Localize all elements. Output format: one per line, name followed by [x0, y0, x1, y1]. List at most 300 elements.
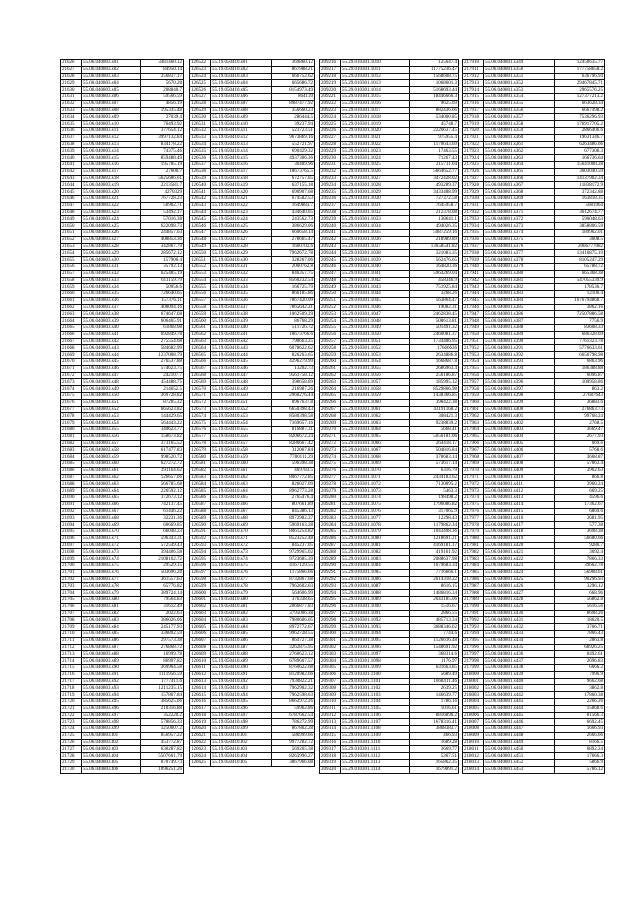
account-code-cell: 55.19.050410.s03	[211, 73, 272, 80]
ledger-row	[320, 359, 459, 366]
amount-cell: 2614318.22	[410, 576, 459, 583]
row-id-cell: 126597	[190, 569, 211, 576]
row-id-cell: 209231	[320, 161, 341, 168]
row-id-cell: 217967	[463, 447, 484, 454]
row-id-cell: 21724	[61, 726, 82, 733]
account-code-cell: 55.06.040801.s445	[484, 712, 555, 719]
amount-cell: 244857.63	[141, 229, 184, 236]
row-id-cell: 21664	[61, 318, 82, 325]
account-code-cell: 55.06.040803.s98	[82, 719, 141, 726]
ledger-row	[61, 236, 184, 243]
row-id-cell: 209300	[320, 630, 341, 637]
amount-cell: 2677.93	[555, 433, 605, 440]
ledger-row	[320, 427, 459, 434]
row-id-cell: 126577	[190, 433, 211, 440]
amount-cell: 2863.8	[555, 637, 605, 644]
amount-cell: 5056181.06	[410, 433, 459, 440]
amount-cell: 4856.19	[141, 100, 184, 107]
row-id-cell: 217933	[463, 216, 484, 223]
amount-cell: 7866.43	[555, 630, 605, 637]
ledger-row	[463, 114, 605, 121]
account-code-cell: 55.06.040803.s23	[82, 209, 141, 216]
amount-cell: 389724.14	[141, 590, 184, 597]
account-code-cell: 55.06.040801.s409	[484, 467, 555, 474]
amount-cell: 845386.13	[272, 508, 315, 515]
account-code-cell: 55.19.050410.s64	[211, 488, 272, 495]
amount-cell: 7780111.29	[272, 454, 315, 461]
amount-cell: 7980606.05	[272, 617, 315, 624]
account-code-cell: 55.19.050410.s59	[211, 454, 272, 461]
account-code-cell: 55.19.050410.s01	[211, 60, 272, 67]
ledger-row	[320, 454, 459, 461]
amount-cell: 6892.24	[555, 746, 605, 753]
row-id-cell: 126540	[190, 182, 211, 189]
ledger-row	[61, 420, 184, 427]
row-id-cell: 217942	[463, 277, 484, 284]
amount-cell: 3481460.12	[141, 60, 184, 67]
ledger-row	[320, 739, 459, 746]
row-id-cell: 126529	[190, 107, 211, 114]
ledger-row	[61, 148, 184, 155]
account-code-cell: 55.29.010301.1107	[341, 719, 410, 726]
amount-cell: 87205.32	[141, 399, 184, 406]
row-id-cell: 209298	[320, 617, 341, 624]
row-id-cell: 21635	[61, 121, 82, 128]
account-code-cell: 55.29.010301.1083	[341, 556, 410, 563]
row-id-cell: 126581	[190, 461, 211, 468]
amount-cell: 3962.63	[555, 467, 605, 474]
amount-cell: 285672.12	[141, 250, 184, 257]
row-id-cell: 209280	[320, 495, 341, 502]
row-id-cell: 21632	[61, 100, 82, 107]
ledger-row	[61, 318, 184, 325]
row-id-cell: 217931	[463, 202, 484, 209]
account-code-cell: 55.06.040803.s16	[82, 161, 141, 168]
account-code-cell: 55.06.040803.s05	[82, 87, 141, 94]
amount-cell: 36883.6	[555, 399, 605, 406]
account-code-cell: 55.06.040803.s34	[82, 284, 141, 291]
account-code-cell: 55.06.040803.s77	[82, 576, 141, 583]
amount-cell: 1211235.15	[141, 685, 184, 692]
account-code-cell: 55.19.050410.s48	[211, 379, 272, 386]
ledger-row	[320, 732, 459, 739]
row-id-cell: 209284	[320, 522, 341, 529]
account-code-cell: 55.06.040801.s425	[484, 576, 555, 583]
ledger-row	[320, 229, 459, 236]
amount-cell: 469783.5	[272, 467, 315, 474]
ledger-row	[190, 107, 315, 114]
ledger-row	[61, 60, 184, 67]
account-code-cell: 55.29.010301.1089	[341, 596, 410, 603]
row-id-cell: 126618	[190, 712, 211, 719]
amount-cell: 336892.59	[141, 630, 184, 637]
amount-cell: 1068601.3	[410, 80, 459, 87]
account-code-cell: 55.19.050410.s68	[211, 515, 272, 522]
amount-cell: 1111956.59	[141, 671, 184, 678]
ledger-row	[463, 386, 605, 393]
row-id-cell: 209296	[320, 603, 341, 610]
row-id-cell: 126585	[190, 488, 211, 495]
row-id-cell: 209233	[320, 175, 341, 182]
ledger-row	[61, 338, 184, 345]
row-id-cell: 209283	[320, 515, 341, 522]
row-id-cell: 209242	[320, 236, 341, 243]
amount-cell: 71267.43	[410, 155, 459, 162]
ledger-row	[190, 535, 315, 542]
account-code-cell: 55.19.050410.s45	[211, 359, 272, 366]
account-code-cell: 55.29.010301.1088	[341, 590, 410, 597]
amount-cell: 53492.17	[141, 209, 184, 216]
account-code-cell: 55.06.040803.s09	[82, 114, 141, 121]
row-id-cell: 209318	[320, 753, 341, 760]
row-id-cell: 209257	[320, 338, 341, 345]
row-id-cell: 217941	[463, 270, 484, 277]
account-code-cell: 55.19.050410.s44	[211, 352, 272, 359]
amount-cell: 57863.4	[555, 461, 605, 468]
amount-cell: 35792.13	[141, 263, 184, 270]
account-code-cell: 55.19.050410.s34	[211, 284, 272, 291]
ledger-row	[61, 284, 184, 291]
row-id-cell: 209229	[320, 148, 341, 155]
account-code-cell: 55.29.010301.1036	[341, 236, 410, 243]
amount-cell: 1668687.8	[410, 359, 459, 366]
account-code-cell: 55.19.050410.s90	[211, 664, 272, 671]
amount-cell: 242107.7	[141, 372, 184, 379]
amount-cell: 2108162.72	[141, 556, 184, 563]
amount-cell: 1175866.66	[272, 569, 315, 576]
row-id-cell: 126544	[190, 209, 211, 216]
amount-cell: 2060762.8	[272, 263, 315, 270]
row-id-cell: 209316	[320, 739, 341, 746]
row-id-cell: 217948	[463, 318, 484, 325]
ledger-row	[463, 175, 605, 182]
account-code-cell: 55.06.040803.s94	[82, 692, 141, 699]
ledger-row	[463, 501, 605, 508]
ledger-row	[61, 556, 184, 563]
amount-cell: 166736.64	[555, 155, 605, 162]
account-code-cell: 55.19.050410.s86	[211, 637, 272, 644]
ledger-row	[61, 637, 184, 644]
amount-cell: 5668.41	[410, 427, 459, 434]
amount-cell: 3766.71	[555, 624, 605, 631]
account-code-cell: 55.06.040801.s360	[484, 134, 555, 141]
account-code-cell: 55.06.040801.s417	[484, 522, 555, 529]
amount-cell: 9563758.12	[272, 372, 315, 379]
account-code-cell: 55.06.040803.s57	[82, 440, 141, 447]
account-code-cell: 55.06.040801.s383	[484, 291, 555, 298]
account-code-cell: 55.19.050410.s89	[211, 658, 272, 665]
amount-cell: 466.93	[410, 732, 459, 739]
amount-cell: 79564.83	[141, 596, 184, 603]
account-code-cell: 55.06.040803.s46	[82, 365, 141, 372]
ledger-row	[61, 719, 184, 726]
row-id-cell: 126554	[190, 277, 211, 284]
row-id-cell: 217980	[463, 535, 484, 542]
row-id-cell: 209306	[320, 671, 341, 678]
amount-cell: 845237.05	[272, 542, 315, 549]
amount-cell: 4296279.99	[272, 359, 315, 366]
account-code-cell: 55.06.040801.s421	[484, 549, 555, 556]
account-code-cell: 55.19.050410.s79	[211, 590, 272, 597]
amount-cell: 385625.66	[141, 698, 184, 705]
ledger-row	[463, 617, 605, 624]
account-code-cell: 55.29.010301.1091	[341, 610, 410, 617]
amount-cell: 1668411.46	[410, 678, 459, 685]
ledger-row	[190, 189, 315, 196]
account-code-cell: 55.06.040803.s02	[82, 66, 141, 73]
row-id-cell: 209268	[320, 413, 341, 420]
ledger-row	[463, 393, 605, 400]
ledger-row	[463, 250, 605, 257]
ledger-row	[320, 175, 459, 182]
ledger-row	[190, 515, 315, 522]
account-code-cell: 55.06.040803.s81	[82, 603, 141, 610]
ledger-row	[61, 345, 184, 352]
account-code-cell: 55.19.050410.s19	[211, 182, 272, 189]
amount-cell: 566785.68	[141, 481, 184, 488]
account-code-cell: 55.29.010301.1012	[341, 73, 410, 80]
ledger-row	[61, 311, 184, 318]
account-code-cell: 55.19.050410.s25	[211, 223, 272, 230]
row-id-cell: 126604	[190, 617, 211, 624]
ledger-row	[61, 542, 184, 549]
account-code-cell: 55.29.010301.1024	[341, 155, 410, 162]
account-code-cell: 55.06.040801.s401	[484, 413, 555, 420]
amount-cell: 1062509.29	[272, 311, 315, 318]
amount-cell: 17860.38	[555, 692, 605, 699]
row-id-cell: 209288	[320, 549, 341, 556]
row-id-cell: 126550	[190, 250, 211, 257]
amount-cell: 686328.69	[555, 331, 605, 338]
amount-cell: 99768.24	[555, 413, 605, 420]
row-id-cell: 209216	[320, 60, 341, 67]
row-id-cell: 218012	[463, 753, 484, 760]
ledger-row	[463, 297, 605, 304]
row-id-cell: 21658	[61, 277, 82, 284]
row-id-cell: 21701	[61, 569, 82, 576]
account-code-cell: 55.06.040801.s418	[484, 528, 555, 535]
row-id-cell: 209295	[320, 596, 341, 603]
row-id-cell: 217915	[463, 93, 484, 100]
ledger-row	[463, 331, 605, 338]
ledger-row	[463, 195, 605, 202]
amount-cell: 369964.58	[141, 664, 184, 671]
amount-cell: 454488.75	[141, 379, 184, 386]
row-id-cell: 209232	[320, 168, 341, 175]
ledger-row	[190, 671, 315, 678]
row-id-cell: 21641	[61, 161, 82, 168]
row-id-cell: 209234	[320, 182, 341, 189]
account-code-cell: 55.06.040803.s13	[82, 141, 141, 148]
ledger-row	[190, 195, 315, 202]
row-id-cell: 126620	[190, 726, 211, 733]
amount-cell: 29529.15	[141, 562, 184, 569]
account-code-cell: 55.29.010301.1075	[341, 501, 410, 508]
row-id-cell: 126525	[190, 80, 211, 87]
amount-cell: 57016.38	[141, 216, 184, 223]
account-code-cell: 55.06.040801.s426	[484, 583, 555, 590]
row-id-cell: 209290	[320, 562, 341, 569]
row-id-cell: 126528	[190, 100, 211, 107]
ledger-row	[190, 692, 315, 699]
amount-cell: 3868383.7	[410, 726, 459, 733]
account-code-cell: 55.19.050410.s91	[211, 671, 272, 678]
ledger-row	[190, 542, 315, 549]
account-code-cell: 55.06.040801.s412	[484, 488, 555, 495]
amount-cell: 245177.93	[141, 624, 184, 631]
amount-cell: 2765476.4	[272, 495, 315, 502]
account-code-cell: 55.19.050410.s35	[211, 291, 272, 298]
account-code-cell: 55.29.010301.1087	[341, 583, 410, 590]
row-id-cell: 209286	[320, 535, 341, 542]
ledger-row	[190, 236, 315, 243]
ledger-row	[463, 60, 605, 67]
account-code-cell: 55.19.050410.s33	[211, 277, 272, 284]
amount-cell: 7756.9	[555, 318, 605, 325]
ledger-row	[463, 406, 605, 413]
ledger-row	[61, 528, 184, 535]
account-code-cell: 55.29.010301.1053	[341, 352, 410, 359]
ledger-row	[61, 182, 184, 189]
row-id-cell: 126608	[190, 644, 211, 651]
account-code-cell: 55.06.040801.s366	[484, 175, 555, 182]
ledger-row	[463, 80, 605, 87]
amount-cell: 596048.63	[555, 216, 605, 223]
amount-cell: 798663.25	[272, 338, 315, 345]
ledger-row	[463, 528, 605, 535]
row-id-cell: 126553	[190, 270, 211, 277]
ledger-row	[320, 216, 459, 223]
account-code-cell: 55.19.050410.s58	[211, 447, 272, 454]
amount-cell: 27039.4	[141, 114, 184, 121]
row-id-cell: 218007	[463, 719, 484, 726]
ledger-row	[320, 352, 459, 359]
row-id-cell: 217971	[463, 474, 484, 481]
row-id-cell: 126524	[190, 73, 211, 80]
ledger-row	[463, 576, 605, 583]
amount-cell: 3795006.38	[272, 610, 315, 617]
amount-cell: 677308.3	[555, 148, 605, 155]
ledger-row	[190, 365, 315, 372]
ledger-row	[463, 522, 605, 529]
ledger-row	[463, 223, 605, 230]
ledger-row	[463, 685, 605, 692]
row-id-cell: 21639	[61, 148, 82, 155]
row-id-cell: 21657	[61, 270, 82, 277]
account-code-cell: 55.19.050410.s57	[211, 440, 272, 447]
row-id-cell: 126613	[190, 678, 211, 685]
ledger-row	[190, 311, 315, 318]
ledger-row	[190, 399, 315, 406]
amount-cell: 59962.86	[272, 705, 315, 712]
row-id-cell: 209235	[320, 189, 341, 196]
amount-cell: 859488.49	[141, 155, 184, 162]
ledger-row	[61, 209, 184, 216]
amount-cell: 66048.23	[141, 528, 184, 535]
account-code-cell: 55.29.010301.1046	[341, 304, 410, 311]
row-id-cell: 21671	[61, 365, 82, 372]
amount-cell: 146639.77	[410, 692, 459, 699]
ledger-row	[190, 413, 315, 420]
ledger-row	[190, 93, 315, 100]
ledger-row	[61, 365, 184, 372]
account-code-cell: 55.06.040803.s54	[82, 420, 141, 427]
account-code-cell: 55.06.040801.s433	[484, 630, 555, 637]
amount-cell: 386026.66	[141, 617, 184, 624]
row-id-cell: 209236	[320, 195, 341, 202]
account-code-cell: 55.29.010301.1052	[341, 345, 410, 352]
row-id-cell: 209314	[320, 726, 341, 733]
account-code-cell: 55.19.050410.s66	[211, 501, 272, 508]
ledger-row	[320, 719, 459, 726]
ledger-row	[463, 603, 605, 610]
amount-cell: 216987.26	[272, 386, 315, 393]
account-code-cell: 55.06.040801.s362	[484, 148, 555, 155]
account-code-cell: 55.19.050410.s40	[211, 325, 272, 332]
row-id-cell: 21709	[61, 624, 82, 631]
amount-cell: 144429.65	[141, 413, 184, 420]
row-id-cell: 126568	[190, 372, 211, 379]
amount-cell: 3669.77	[410, 746, 459, 753]
amount-cell: 8760622.68	[272, 664, 315, 671]
account-code-cell: 55.19.050410.t02	[211, 739, 272, 746]
account-code-cell: 55.06.040801.s364	[484, 161, 555, 168]
account-code-cell: 55.06.040803.s88	[82, 651, 141, 658]
amount-cell: 1548691.92	[410, 644, 459, 651]
ledger-row	[190, 644, 315, 651]
row-id-cell: 209270	[320, 427, 341, 434]
ledger-row	[463, 134, 605, 141]
account-code-cell: 55.06.040803.s91	[82, 671, 141, 678]
amount-cell: 163818.35	[555, 195, 605, 202]
amount-cell: 636796.94	[555, 73, 605, 80]
row-id-cell: 21638	[61, 141, 82, 148]
account-code-cell: 55.06.040801.s372	[484, 216, 555, 223]
ledger-row	[61, 481, 184, 488]
account-code-cell: 55.29.010301.1099	[341, 664, 410, 671]
row-id-cell: 209219	[320, 80, 341, 87]
row-id-cell: 217993	[463, 624, 484, 631]
ledger-row	[463, 664, 605, 671]
amount-cell: 17666636	[410, 345, 459, 352]
ledger-row	[61, 467, 184, 474]
row-id-cell: 217954	[463, 359, 484, 366]
account-code-cell: 55.06.040803.s84	[82, 624, 141, 631]
ledger-row	[320, 590, 459, 597]
row-id-cell: 21660	[61, 291, 82, 298]
row-id-cell: 217926	[463, 168, 484, 175]
ledger-row	[61, 596, 184, 603]
amount-cell: 3268.26	[410, 291, 459, 298]
row-id-cell: 21729	[61, 760, 82, 767]
row-id-cell: 21654	[61, 250, 82, 257]
account-code-cell: 55.06.040803.t05	[82, 760, 141, 767]
ledger-row	[463, 161, 605, 168]
account-code-cell: 55.19.050410.s07	[211, 100, 272, 107]
amount-cell: 8580398.58	[272, 413, 315, 420]
account-code-cell: 55.29.010301.1019	[341, 121, 410, 128]
row-id-cell: 21706	[61, 603, 82, 610]
row-id-cell: 217920	[463, 127, 484, 134]
account-code-cell: 55.06.040803.s37	[82, 304, 141, 311]
ledger-row	[463, 229, 605, 236]
row-id-cell: 126542	[190, 195, 211, 202]
ledger-row	[320, 304, 459, 311]
account-code-cell: 55.06.040803.s51	[82, 399, 141, 406]
amount-cell: 165862.35	[410, 760, 459, 767]
amount-cell: 276868.72	[141, 644, 184, 651]
account-code-cell: 55.19.050410.s70	[211, 528, 272, 535]
